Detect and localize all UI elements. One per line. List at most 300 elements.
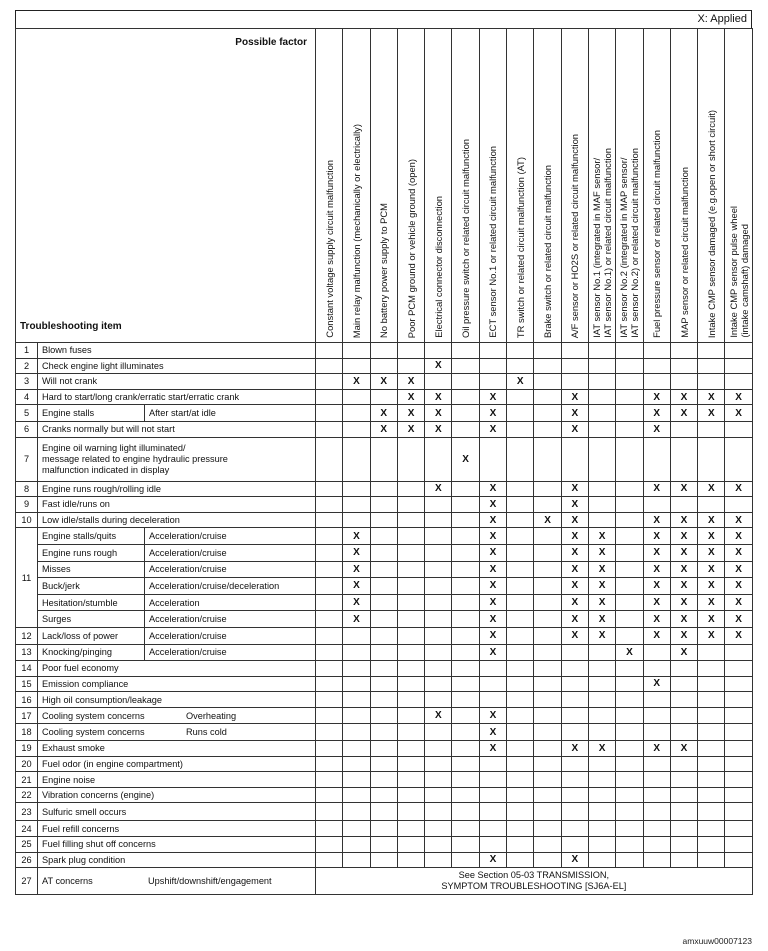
applied-mark-cell xyxy=(507,707,534,724)
factor-label: Intake CMP sensor damaged (e.g.open or short circuit) xyxy=(705,109,717,338)
table-row xyxy=(16,644,753,661)
row-number: 2 xyxy=(16,358,38,374)
applied-mark: X xyxy=(561,594,588,611)
applied-mark-cell xyxy=(588,512,615,528)
applied-mark: X xyxy=(698,481,725,497)
applied-mark-cell xyxy=(670,437,697,481)
applied-mark-cell xyxy=(698,787,725,803)
applied-mark-cell xyxy=(698,343,725,359)
applied-mark: X xyxy=(343,528,370,545)
applied-mark-cell xyxy=(343,821,370,837)
applied-mark-cell xyxy=(643,837,670,853)
applied-mark: X xyxy=(561,405,588,422)
applied-mark-cell xyxy=(397,741,424,757)
applied-mark-cell xyxy=(616,421,643,437)
row-number: 11 xyxy=(16,528,38,628)
applied-mark-cell xyxy=(343,676,370,692)
applied-mark-cell xyxy=(616,437,643,481)
applied-legend: X: Applied xyxy=(15,10,752,28)
applied-mark: X xyxy=(561,852,588,868)
applied-mark-cell xyxy=(534,852,561,868)
row-number: 13 xyxy=(16,644,38,661)
applied-mark-cell xyxy=(507,741,534,757)
applied-mark-cell xyxy=(725,437,752,481)
symptom-label: Hard to start/long crank/erratic start/erratic crank xyxy=(38,389,316,405)
applied-mark-cell xyxy=(316,644,343,661)
applied-mark-cell xyxy=(316,358,343,374)
applied-mark-cell xyxy=(343,421,370,437)
applied-mark-cell xyxy=(588,343,615,359)
table-row xyxy=(16,437,753,481)
applied-mark-cell xyxy=(370,787,397,803)
factor-column-7 xyxy=(479,29,506,343)
applied-mark: X xyxy=(670,627,697,644)
applied-mark: X xyxy=(479,611,506,628)
applied-mark-cell xyxy=(425,837,452,853)
row-number: 14 xyxy=(16,661,38,677)
row-number: 16 xyxy=(16,692,38,708)
applied-mark-cell xyxy=(425,544,452,561)
applied-mark: X xyxy=(725,594,752,611)
applied-mark: X xyxy=(370,374,397,390)
applied-mark: X xyxy=(343,594,370,611)
applied-mark-cell xyxy=(343,707,370,724)
applied-mark-cell xyxy=(425,578,452,595)
factor-label: TR switch or related circuit malfunction (AT) xyxy=(514,156,526,338)
applied-mark-cell xyxy=(561,837,588,853)
symptom-label: Hesitation/stumble xyxy=(38,595,145,611)
applied-mark-cell xyxy=(452,787,479,803)
applied-mark: X xyxy=(643,481,670,497)
applied-mark-cell xyxy=(725,756,752,772)
applied-mark-cell xyxy=(397,611,424,628)
applied-mark: X xyxy=(698,389,725,405)
applied-mark: X xyxy=(643,676,670,692)
symptom-condition: Acceleration/cruise xyxy=(149,647,227,658)
applied-mark-cell xyxy=(397,772,424,788)
applied-mark: X xyxy=(397,405,424,422)
factor-column-8 xyxy=(507,29,534,343)
applied-mark-cell xyxy=(452,389,479,405)
applied-mark-cell xyxy=(507,512,534,528)
applied-mark-cell xyxy=(343,661,370,677)
applied-mark-cell xyxy=(534,497,561,513)
applied-mark-cell xyxy=(425,611,452,628)
applied-mark-cell xyxy=(616,594,643,611)
applied-mark-cell xyxy=(316,661,343,677)
row-number: 4 xyxy=(16,389,38,405)
row-number: 24 xyxy=(16,821,38,837)
applied-mark-cell xyxy=(561,803,588,821)
applied-mark-cell xyxy=(343,803,370,821)
applied-mark-cell xyxy=(616,852,643,868)
factor-label: Fuel pressure sensor or related circuit malfunction xyxy=(651,130,663,338)
applied-mark-cell xyxy=(616,837,643,853)
table-row xyxy=(16,343,753,359)
applied-mark-cell xyxy=(370,821,397,837)
applied-mark-cell xyxy=(588,661,615,677)
applied-mark: X xyxy=(670,405,697,422)
applied-mark: X xyxy=(479,528,506,545)
applied-mark-cell xyxy=(725,787,752,803)
applied-mark-cell xyxy=(452,821,479,837)
applied-mark: X xyxy=(670,389,697,405)
applied-mark: X xyxy=(479,707,506,724)
applied-mark-cell xyxy=(343,358,370,374)
applied-mark: X xyxy=(343,374,370,390)
applied-mark-cell xyxy=(616,389,643,405)
applied-mark-cell xyxy=(588,803,615,821)
applied-mark-cell xyxy=(698,644,725,661)
applied-mark: X xyxy=(670,481,697,497)
table-row xyxy=(16,868,753,895)
applied-mark-cell xyxy=(725,724,752,741)
applied-mark-cell xyxy=(425,661,452,677)
applied-mark: X xyxy=(479,724,506,741)
applied-mark-cell xyxy=(643,358,670,374)
applied-mark-cell xyxy=(370,481,397,497)
applied-mark-cell xyxy=(397,852,424,868)
applied-mark-cell xyxy=(316,481,343,497)
troubleshooting-matrix xyxy=(15,10,752,895)
applied-mark-cell xyxy=(534,627,561,644)
applied-mark-cell xyxy=(343,787,370,803)
applied-mark: X xyxy=(725,405,752,422)
applied-mark-cell xyxy=(316,528,343,545)
applied-mark-cell xyxy=(616,661,643,677)
applied-mark: X xyxy=(725,627,752,644)
symptom-condition: Acceleration/cruise xyxy=(149,564,227,575)
applied-mark-cell xyxy=(316,437,343,481)
applied-mark-cell xyxy=(316,772,343,788)
applied-mark: X xyxy=(479,741,506,757)
applied-mark: X xyxy=(588,594,615,611)
symptom-cell xyxy=(38,528,316,545)
applied-mark-cell xyxy=(507,578,534,595)
table-row xyxy=(16,756,753,772)
applied-mark-cell xyxy=(534,756,561,772)
applied-mark-cell xyxy=(507,481,534,497)
applied-mark-cell xyxy=(670,803,697,821)
applied-mark-cell xyxy=(561,343,588,359)
applied-mark: X xyxy=(397,389,424,405)
applied-mark-cell xyxy=(616,741,643,757)
applied-mark-cell xyxy=(561,661,588,677)
applied-mark: X xyxy=(479,389,506,405)
applied-mark: X xyxy=(643,578,670,595)
applied-mark: X xyxy=(561,611,588,628)
symptom-table xyxy=(15,28,753,895)
applied-mark-cell xyxy=(588,692,615,708)
applied-mark-cell xyxy=(670,724,697,741)
applied-mark-cell xyxy=(534,528,561,545)
applied-mark-cell xyxy=(397,358,424,374)
symptom-label: Engine oil warning light illuminated/ message related to engine hydraulic pressure malfunction indicated in display xyxy=(38,437,316,481)
applied-mark-cell xyxy=(343,497,370,513)
applied-mark-cell xyxy=(479,661,506,677)
applied-mark-cell xyxy=(479,437,506,481)
applied-mark-cell xyxy=(397,787,424,803)
applied-mark-cell xyxy=(370,578,397,595)
applied-mark-cell xyxy=(643,661,670,677)
applied-mark: X xyxy=(588,627,615,644)
applied-mark: X xyxy=(698,528,725,545)
applied-mark: X xyxy=(588,561,615,578)
applied-mark-cell xyxy=(643,852,670,868)
applied-mark-cell xyxy=(534,481,561,497)
applied-mark-cell xyxy=(534,644,561,661)
applied-mark-cell xyxy=(370,544,397,561)
applied-mark-cell xyxy=(343,756,370,772)
applied-mark-cell xyxy=(670,837,697,853)
applied-mark-cell xyxy=(561,644,588,661)
table-row xyxy=(16,594,753,611)
applied-mark: X xyxy=(452,437,479,481)
applied-mark-cell xyxy=(616,512,643,528)
row-number: 3 xyxy=(16,374,38,390)
row-number: 6 xyxy=(16,421,38,437)
applied-mark-cell xyxy=(616,821,643,837)
symptom-label: Cooling system concerns xyxy=(42,727,145,738)
table-row xyxy=(16,627,753,644)
applied-mark-cell xyxy=(479,676,506,692)
symptom-label: Engine runs rough xyxy=(38,545,145,561)
applied-mark-cell xyxy=(616,724,643,741)
applied-mark-cell xyxy=(588,724,615,741)
applied-mark-cell xyxy=(725,374,752,390)
row-number: 23 xyxy=(16,803,38,821)
applied-mark-cell xyxy=(561,787,588,803)
symptom-label: Knocking/pinging xyxy=(38,645,145,661)
applied-mark-cell xyxy=(670,343,697,359)
applied-mark-cell xyxy=(452,358,479,374)
row-number: 18 xyxy=(16,724,38,741)
applied-mark: X xyxy=(479,594,506,611)
applied-mark: X xyxy=(479,512,506,528)
applied-mark-cell xyxy=(561,707,588,724)
applied-mark: X xyxy=(670,594,697,611)
applied-mark-cell xyxy=(561,358,588,374)
symptom-label: AT concerns xyxy=(42,876,93,887)
applied-mark-cell xyxy=(343,512,370,528)
applied-mark: X xyxy=(561,512,588,528)
applied-mark-cell xyxy=(534,707,561,724)
applied-mark: X xyxy=(561,561,588,578)
applied-mark-cell xyxy=(316,803,343,821)
applied-mark-cell xyxy=(425,852,452,868)
applied-mark-cell xyxy=(479,803,506,821)
applied-mark-cell xyxy=(534,405,561,422)
applied-mark-cell xyxy=(343,405,370,422)
applied-mark-cell xyxy=(316,852,343,868)
symptom-label: Will not crank xyxy=(38,374,316,390)
applied-mark-cell xyxy=(670,358,697,374)
applied-mark-cell xyxy=(588,497,615,513)
applied-mark-cell xyxy=(588,821,615,837)
applied-mark-cell xyxy=(643,803,670,821)
applied-mark-cell xyxy=(670,821,697,837)
applied-mark-cell xyxy=(588,374,615,390)
applied-mark-cell xyxy=(397,756,424,772)
applied-mark: X xyxy=(479,497,506,513)
applied-mark-cell xyxy=(616,756,643,772)
applied-mark-cell xyxy=(616,544,643,561)
applied-mark-cell xyxy=(425,756,452,772)
applied-mark: X xyxy=(643,389,670,405)
applied-mark-cell xyxy=(397,692,424,708)
applied-mark-cell xyxy=(507,692,534,708)
applied-mark: X xyxy=(643,561,670,578)
applied-mark-cell xyxy=(588,756,615,772)
applied-mark-cell xyxy=(479,821,506,837)
table-row xyxy=(16,578,753,595)
symptom-label: Cooling system concerns xyxy=(42,710,145,721)
symptom-label: Cranks normally but will not start xyxy=(38,421,316,437)
applied-mark: X xyxy=(588,528,615,545)
applied-mark-cell xyxy=(479,374,506,390)
applied-mark-cell xyxy=(616,692,643,708)
applied-mark: X xyxy=(698,512,725,528)
factor-column-14 xyxy=(670,29,697,343)
applied-mark-cell xyxy=(507,497,534,513)
symptom-cell xyxy=(38,868,316,895)
applied-mark-cell xyxy=(725,644,752,661)
applied-mark-cell xyxy=(479,692,506,708)
applied-mark-cell xyxy=(479,358,506,374)
applied-mark-cell xyxy=(698,692,725,708)
applied-mark-cell xyxy=(616,497,643,513)
applied-mark-cell xyxy=(452,852,479,868)
applied-mark-cell xyxy=(670,787,697,803)
applied-mark: X xyxy=(507,374,534,390)
symptom-cell xyxy=(38,611,316,628)
row-number: 5 xyxy=(16,405,38,422)
applied-mark-cell xyxy=(507,852,534,868)
applied-mark-cell xyxy=(698,756,725,772)
factor-column-11 xyxy=(588,29,615,343)
applied-mark: X xyxy=(479,421,506,437)
applied-mark-cell xyxy=(316,497,343,513)
applied-mark: X xyxy=(698,544,725,561)
applied-mark-cell xyxy=(643,724,670,741)
applied-mark-cell xyxy=(670,497,697,513)
applied-mark-cell xyxy=(534,661,561,677)
applied-mark-cell xyxy=(534,821,561,837)
factor-label: IAT sensor No.1 (integrated in MAF sensor/ IAT sensor No.1) or related circuit malfunction xyxy=(591,148,614,338)
applied-mark-cell xyxy=(588,481,615,497)
applied-mark-cell xyxy=(725,661,752,677)
applied-mark-cell xyxy=(698,374,725,390)
applied-mark-cell xyxy=(425,512,452,528)
applied-mark: X xyxy=(698,594,725,611)
row-number: 22 xyxy=(16,787,38,803)
applied-mark-cell xyxy=(397,497,424,513)
applied-mark-cell xyxy=(343,389,370,405)
applied-mark-cell xyxy=(725,803,752,821)
applied-mark-cell xyxy=(343,852,370,868)
applied-mark: X xyxy=(643,512,670,528)
applied-mark: X xyxy=(725,544,752,561)
applied-mark-cell xyxy=(397,544,424,561)
applied-mark-cell xyxy=(507,724,534,741)
applied-mark-cell xyxy=(425,437,452,481)
row-number: 12 xyxy=(16,627,38,644)
applied-mark-cell xyxy=(643,707,670,724)
applied-mark: X xyxy=(643,741,670,757)
symptom-label: Misses xyxy=(38,562,145,578)
applied-mark-cell xyxy=(316,389,343,405)
applied-mark-cell xyxy=(397,837,424,853)
applied-mark-cell xyxy=(397,707,424,724)
applied-mark: X xyxy=(670,741,697,757)
symptom-condition: Overheating xyxy=(186,710,237,721)
applied-mark-cell xyxy=(507,787,534,803)
applied-mark: X xyxy=(643,405,670,422)
applied-mark-cell xyxy=(507,561,534,578)
table-row xyxy=(16,512,753,528)
applied-mark: X xyxy=(725,561,752,578)
applied-mark-cell xyxy=(507,821,534,837)
applied-mark-cell xyxy=(725,676,752,692)
table-row xyxy=(16,707,753,724)
symptom-label: Surges xyxy=(38,611,145,627)
applied-mark-cell xyxy=(588,837,615,853)
applied-mark-cell xyxy=(725,692,752,708)
row-number: 19 xyxy=(16,741,38,757)
applied-mark-cell xyxy=(343,627,370,644)
applied-mark: X xyxy=(561,544,588,561)
symptom-label: Low idle/stalls during deceleration xyxy=(38,512,316,528)
table-row xyxy=(16,611,753,628)
symptom-cell xyxy=(38,644,316,661)
symptom-cell xyxy=(38,561,316,578)
troubleshooting-item-label: Troubleshooting item xyxy=(20,321,122,332)
applied-mark-cell xyxy=(452,405,479,422)
applied-mark: X xyxy=(588,741,615,757)
symptom-label: Buck/jerk xyxy=(38,578,145,594)
applied-mark-cell xyxy=(397,512,424,528)
applied-mark: X xyxy=(561,421,588,437)
table-row xyxy=(16,544,753,561)
applied-mark-cell xyxy=(370,676,397,692)
applied-mark-cell xyxy=(670,772,697,788)
symptom-cell xyxy=(38,594,316,611)
symptom-label: Lack/loss of power xyxy=(38,628,145,644)
row-number: 9 xyxy=(16,497,38,513)
applied-mark-cell xyxy=(370,343,397,359)
applied-mark-cell xyxy=(425,724,452,741)
applied-mark-cell xyxy=(698,358,725,374)
applied-mark-cell xyxy=(507,611,534,628)
applied-mark-cell xyxy=(725,821,752,837)
applied-mark-cell xyxy=(397,481,424,497)
table-row xyxy=(16,374,753,390)
applied-mark-cell xyxy=(643,821,670,837)
applied-mark: X xyxy=(370,421,397,437)
factor-label: No battery power supply to PCM xyxy=(378,203,390,338)
applied-mark-cell xyxy=(534,389,561,405)
applied-mark-cell xyxy=(452,512,479,528)
applied-mark-cell xyxy=(452,724,479,741)
applied-mark-cell xyxy=(397,676,424,692)
applied-mark-cell xyxy=(534,437,561,481)
applied-mark: X xyxy=(725,611,752,628)
applied-mark-cell xyxy=(561,724,588,741)
applied-mark-cell xyxy=(698,772,725,788)
applied-mark: X xyxy=(588,611,615,628)
applied-mark-cell xyxy=(616,772,643,788)
applied-mark-cell xyxy=(452,343,479,359)
